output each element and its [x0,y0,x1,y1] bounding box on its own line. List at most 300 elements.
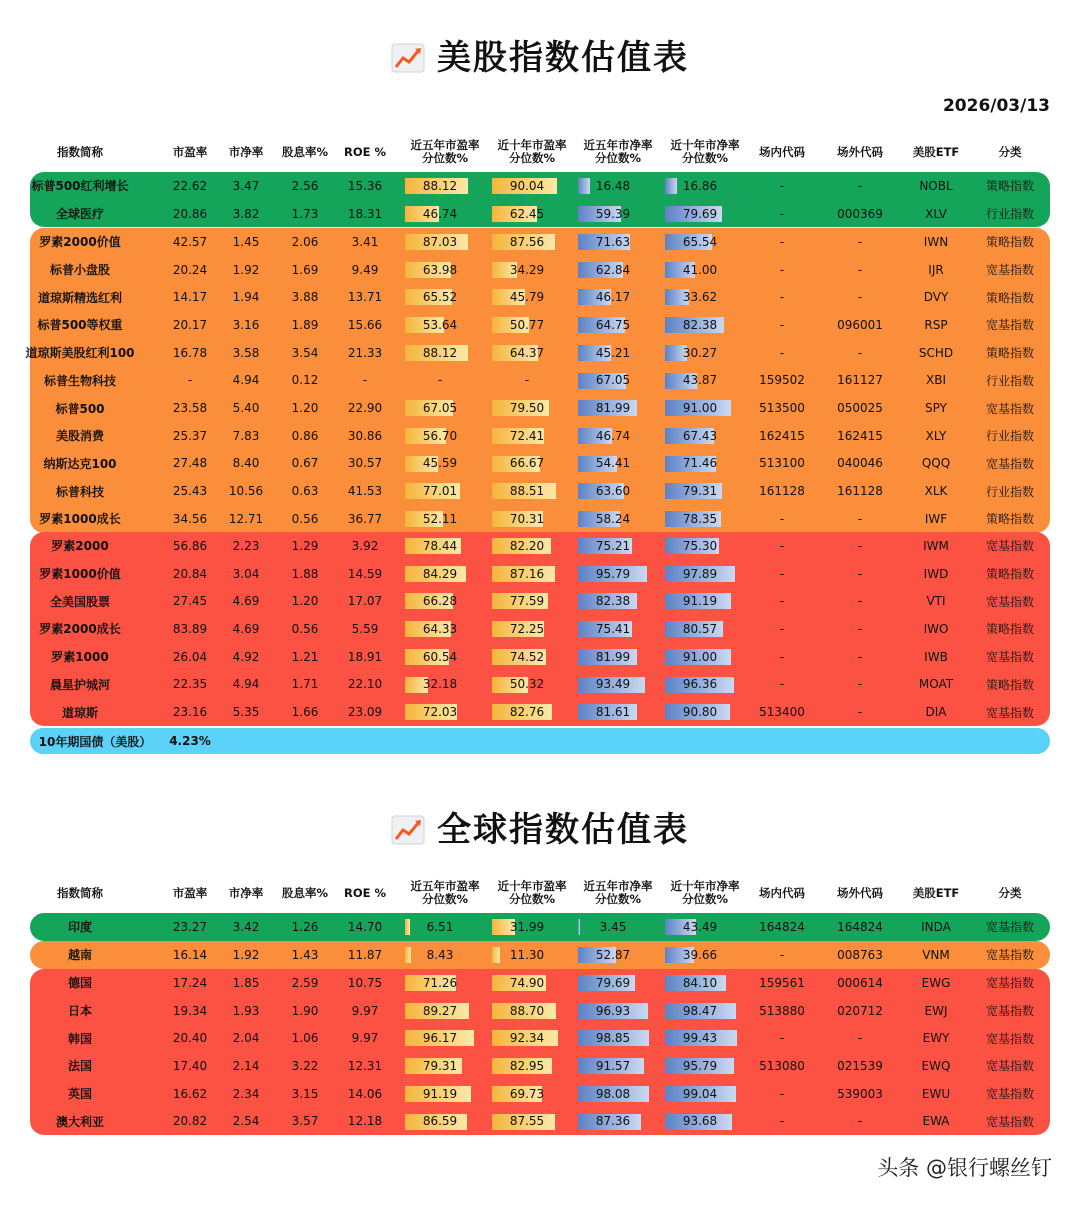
percentile-cell [405,643,477,671]
percentile-value: 81.61 [595,705,631,720]
cell-value: 策略指数 [985,512,1034,527]
percentile-value: 45.59 [422,456,458,471]
percentile-value: 77.01 [422,484,458,499]
table-header [30,877,1050,909]
percentile-cell [578,172,650,200]
percentile-cell [665,913,737,941]
percentile-cell [405,256,477,284]
percentile-cell [665,367,737,395]
percentile-value: 92.34 [509,1031,545,1046]
cell-value: 008763 [837,947,883,962]
cell-value: - [779,649,785,664]
percentile-cell [578,505,650,533]
cell-value: 17.24 [172,975,208,990]
percentile-cell [405,339,477,367]
percentile-value: 52.11 [422,511,458,526]
percentile-value: 80.57 [682,621,718,636]
cell-value: 3.04 [232,566,260,581]
cell-value: - [857,1031,863,1046]
percentile-value: 84.10 [682,975,718,990]
percentile-cell [578,698,650,726]
cell-value: - [779,234,785,249]
percentile-cell [578,394,650,422]
percentile-value: 69.73 [509,1086,545,1101]
percentile-cell [578,283,650,311]
percentile-value: 63.60 [595,484,631,499]
column-header: 场内代码 [759,885,805,900]
cell-value: DIA [925,705,947,720]
cell-value: 18.31 [347,206,383,221]
percentile-value: 3.45 [599,919,627,934]
percentile-cell [665,1080,737,1108]
percentile-value: 64.33 [422,621,458,636]
cell-value: 14.59 [347,566,383,581]
cell-value: 22.90 [347,401,383,416]
column-header: 近五年市盈率 分位数% [410,879,480,906]
cell-value: 10.56 [228,484,264,499]
percentile-value: 91.19 [422,1086,458,1101]
percentile-value: 62.45 [509,206,545,221]
percentile-value: 79.69 [595,975,631,990]
cell-value: - [857,677,863,692]
cell-value: - [779,345,785,360]
cell-value: - [857,290,863,305]
cell-value: 4.94 [232,677,260,692]
percentile-cell [578,200,650,228]
percentile-value: 88.12 [422,345,458,360]
cell-value: - [857,566,863,581]
table-row [30,969,1050,997]
percentile-cell [405,913,477,941]
cell-value: 27.45 [172,594,208,609]
cell-value: 9.49 [351,262,379,277]
cell-value: 513880 [759,1003,805,1018]
percentile-cell [405,532,477,560]
percentile-cell [492,1024,564,1052]
cell-value: - [779,1086,785,1101]
column-header: 场外代码 [837,885,883,900]
percentile-value: 70.31 [509,511,545,526]
treasury-yield-value: 4.23% [169,734,211,748]
cell-value: 539003 [837,1086,883,1101]
cell-value: IWO [923,621,949,636]
cell-value: 宽基指数 [985,1004,1034,1019]
index-name: 美股消费 [55,429,104,444]
cell-value: IWF [924,511,948,526]
cell-value: 0.67 [291,456,319,471]
percentile-value: 33.62 [682,290,718,305]
cell-value: 宽基指数 [985,948,1034,963]
percentile-cell [578,913,650,941]
cell-value: 0.56 [291,621,319,636]
percentile-cell [405,1052,477,1080]
percentile-cell [405,283,477,311]
cell-value: 2.34 [232,1086,260,1101]
column-header: 美股ETF [912,885,960,900]
cell-value: 1.90 [291,1003,319,1018]
cell-value: 161128 [837,484,883,499]
percentile-cell [578,256,650,284]
cell-value: 5.59 [351,621,379,636]
percentile-value: 71.63 [595,234,631,249]
table-header [30,136,1050,168]
cell-value: 9.97 [351,1031,379,1046]
percentile-cell [492,671,564,699]
index-name: 标普生物科技 [43,373,116,388]
table-row [30,256,1050,284]
column-header: 近十年市盈率 分位数% [497,879,567,906]
cell-value: - [857,178,863,193]
cell-value: 策略指数 [985,179,1034,194]
table-title [0,30,1080,79]
percentile-cell [405,969,477,997]
percentile-value: 96.17 [422,1031,458,1046]
cell-value: 83.89 [172,621,208,636]
cell-value: - [857,262,863,277]
cell-value: - [857,538,863,553]
index-name: 罗素2000成长 [39,622,121,637]
cell-value: 9.97 [351,1003,379,1018]
treasury-yield-label: 10年期国债（美股） [38,734,152,749]
cell-value: 2.59 [291,975,319,990]
percentile-cell [492,477,564,505]
valuation-group [30,172,1050,227]
percentile-value: 91.57 [595,1058,631,1073]
percentile-value: 66.67 [509,456,545,471]
cell-value: XLV [925,206,947,221]
cell-value: RSP [924,317,948,332]
percentile-value: 88.70 [509,1003,545,1018]
column-header: 指数简称 [57,885,103,900]
percentile-value: 16.86 [682,178,718,193]
cell-value: 164824 [837,919,883,934]
cell-value: 513080 [759,1058,805,1073]
index-name: 罗素2000价值 [39,235,121,250]
cell-value: 20.82 [172,1114,208,1129]
cell-value: 7.83 [232,428,260,443]
percentile-cell [492,1052,564,1080]
percentile-value: 45.79 [509,290,545,305]
percentile-cell [578,367,650,395]
percentile-cell [578,587,650,615]
cell-value: 162415 [759,428,805,443]
percentile-cell [492,422,564,450]
percentile-cell [492,615,564,643]
percentile-value: 87.16 [509,566,545,581]
cell-value: - [779,947,785,962]
percentile-value: 93.49 [595,677,631,692]
cell-value: 161127 [837,373,883,388]
index-name: 罗素1000成长 [39,512,121,527]
cell-value: - [779,206,785,221]
cell-value: 1.92 [232,262,260,277]
percentile-cell [492,505,564,533]
cell-value: - [362,373,368,388]
index-name: 全美国股票 [49,594,110,609]
cell-value: 宽基指数 [985,456,1034,471]
percentile-value: 95.79 [682,1058,718,1073]
index-name: 道琼斯美股红利100 [25,346,135,361]
percentile-cell [665,172,737,200]
percentile-cell [665,698,737,726]
cell-value: 1.66 [291,705,319,720]
table-title-text: 全球指数估值表 [437,810,689,850]
percentile-value: 6.51 [426,919,454,934]
cell-value: IWN [923,234,949,249]
index-name: 标普小盘股 [49,263,110,278]
cell-value: 宽基指数 [985,1031,1034,1046]
column-header: 近五年市净率 分位数% [583,879,653,906]
percentile-value: 46.74 [422,206,458,221]
table-row [25,339,1050,367]
cell-value: 1.69 [291,262,319,277]
cell-value: 22.62 [172,178,208,193]
percentile-value: 41.00 [682,262,718,277]
table-title-text: 美股指数估值表 [437,38,689,78]
percentile-cell [492,256,564,284]
index-name: 罗素2000 [51,539,109,554]
table-row [30,422,1050,450]
percentile-cell [665,969,737,997]
cell-value: XBI [926,373,946,388]
cell-value: 3.47 [232,178,260,193]
index-name: 罗素1000 [51,650,109,665]
percentile-value: 50.77 [509,317,545,332]
index-name: 印度 [67,920,92,935]
cell-value: 宽基指数 [985,594,1034,609]
percentile-value: 87.56 [509,234,545,249]
index-name: 全球医疗 [55,207,104,222]
percentile-cell [578,450,650,478]
percentile-value: 50.32 [509,677,545,692]
cell-value: 21.33 [347,345,383,360]
cell-value: 1.85 [232,975,260,990]
valuation-group [30,913,1050,941]
trend-chart-icon [391,814,425,844]
cell-value: IWB [924,649,948,664]
percentile-cell [665,941,737,969]
percentile-cell [492,913,564,941]
index-name: 德国 [67,976,92,991]
percentile-cell [405,1080,477,1108]
cell-value: 3.16 [232,317,260,332]
table-row [30,283,1050,311]
percentile-cell [405,997,477,1025]
percentile-value: 58.24 [595,511,631,526]
percentile-value: 65.52 [422,290,458,305]
cell-value: 000614 [837,975,883,990]
cell-value: SCHD [918,345,954,360]
cell-value: - [779,566,785,581]
percentile-value: 56.70 [422,428,458,443]
percentile-value: 91.00 [682,649,718,664]
cell-value: 14.70 [347,919,383,934]
table-row [30,450,1050,478]
cell-value: 56.86 [172,538,208,553]
percentile-value: 91.19 [682,594,718,609]
cell-value: 3.88 [291,290,319,305]
percentile-value: 98.08 [595,1086,631,1101]
percentile-value: 72.03 [422,705,458,720]
cell-value: - [857,1114,863,1129]
cell-value: 1.73 [291,206,319,221]
cell-value: 宽基指数 [985,976,1034,991]
cell-value: 3.41 [351,234,379,249]
percentile-value: 78.44 [422,538,458,553]
column-header: 近十年市净率 分位数% [670,879,740,906]
percentile-value: 87.36 [595,1114,631,1129]
percentile-cell [665,422,737,450]
cell-value: QQQ [921,456,951,471]
table-row [30,698,1050,726]
cell-value: - [187,373,193,388]
percentile-cell [578,228,650,256]
cell-value: EWG [921,975,951,990]
cell-value: IWD [923,566,949,581]
cell-value: 021539 [837,1058,883,1073]
percentile-value: 71.26 [422,975,458,990]
percentile-value: - [524,373,530,388]
percentile-cell [492,339,564,367]
percentile-value: - [437,373,443,388]
cell-value: 2.54 [232,1114,260,1129]
cell-value: 161128 [759,484,805,499]
cell-value: 15.36 [347,178,383,193]
cell-value: - [779,1031,785,1046]
cell-value: 5.40 [232,401,260,416]
percentile-value: 87.55 [509,1114,545,1129]
percentile-cell [578,1024,650,1052]
percentile-cell [492,643,564,671]
cell-value: 宽基指数 [985,1114,1034,1129]
percentile-value: 99.43 [682,1031,718,1046]
valuation-group [30,941,1050,969]
cell-value: 11.87 [347,947,383,962]
cell-value: 宽基指数 [985,650,1034,665]
percentile-cell [405,560,477,588]
cell-value: 22.10 [347,677,383,692]
percentile-value: 82.20 [509,538,545,553]
percentile-cell [492,367,564,395]
table-row [30,367,1050,395]
percentile-value: 96.36 [682,677,718,692]
cell-value: EWA [922,1114,950,1129]
percentile-value: 82.95 [509,1058,545,1073]
percentile-cell [578,615,650,643]
cell-value: 1.71 [291,677,319,692]
cell-value: 18.91 [347,649,383,664]
cell-value: 14.06 [347,1086,383,1101]
table-row [30,671,1050,699]
cell-value: 050025 [837,401,883,416]
cell-value: 20.40 [172,1031,208,1046]
cell-value: 8.40 [232,456,260,471]
cell-value: 513400 [759,705,805,720]
percentile-value: 39.66 [682,947,718,962]
column-header: 市盈率 [172,144,208,159]
cell-value: 16.62 [172,1086,208,1101]
cell-value: SPY [925,401,947,416]
percentile-cell [405,941,477,969]
percentile-cell [665,1052,737,1080]
percentile-value: 16.48 [595,178,631,193]
index-name: 标普科技 [55,484,104,499]
cell-value: - [857,705,863,720]
percentile-value: 97.89 [682,566,718,581]
cell-value: 行业指数 [985,429,1034,444]
table-row [30,587,1050,615]
valuation-group [25,228,1050,533]
column-header: 近五年市净率 分位数% [583,138,653,165]
cell-value: 22.35 [172,677,208,692]
percentile-cell [578,1108,650,1136]
percentile-value: 63.98 [422,262,458,277]
percentile-cell [578,643,650,671]
percentile-value: 88.51 [509,484,545,499]
cell-value: VNM [922,947,950,962]
cell-value: 25.37 [172,428,208,443]
cell-value: 0.63 [291,484,319,499]
percentile-cell [665,1108,737,1136]
table-row [30,615,1050,643]
cell-value: 13.71 [347,290,383,305]
column-header: 近十年市盈率 分位数% [497,138,567,165]
cell-value: 162415 [837,428,883,443]
cell-value: 1.89 [291,317,319,332]
cell-value: 20.86 [172,206,208,221]
cell-value: 12.31 [347,1058,383,1073]
percentile-value: 52.87 [595,947,631,962]
column-header: ROE % [343,885,386,900]
index-name: 韩国 [67,1031,92,1046]
percentile-value: 46.17 [595,290,631,305]
percentile-cell [492,560,564,588]
percentile-value: 11.30 [509,947,545,962]
table-row [30,200,1050,228]
percentile-value: 72.41 [509,428,545,443]
table-row [30,643,1050,671]
cell-value: 1.20 [291,401,319,416]
cell-value: 4.92 [232,649,260,664]
cell-value: 20.17 [172,317,208,332]
cell-value: - [857,345,863,360]
percentile-value: 82.76 [509,705,545,720]
cell-value: 27.48 [172,456,208,471]
table-row [30,505,1050,533]
cell-value: 策略指数 [985,346,1034,361]
cell-value: 2.04 [232,1031,260,1046]
percentile-cell [492,969,564,997]
index-name: 越南 [67,948,92,963]
cell-value: 30.57 [347,456,383,471]
index-name: 道琼斯 [61,705,98,720]
percentile-cell [405,422,477,450]
percentile-value: 54.41 [595,456,631,471]
percentile-value: 45.21 [595,345,631,360]
table-row [30,477,1050,505]
cell-value: 159561 [759,975,805,990]
percentile-cell [405,311,477,339]
cell-value: 2.23 [232,538,260,553]
source-watermark: 头条 @银行螺丝钉 [877,1156,1052,1180]
percentile-cell [492,941,564,969]
percentile-cell [405,671,477,699]
cell-value: 16.78 [172,345,208,360]
cell-value: 1.20 [291,594,319,609]
percentile-value: 77.59 [509,594,545,609]
percentile-value: 59.39 [595,206,631,221]
cell-value: 宽基指数 [985,920,1034,935]
